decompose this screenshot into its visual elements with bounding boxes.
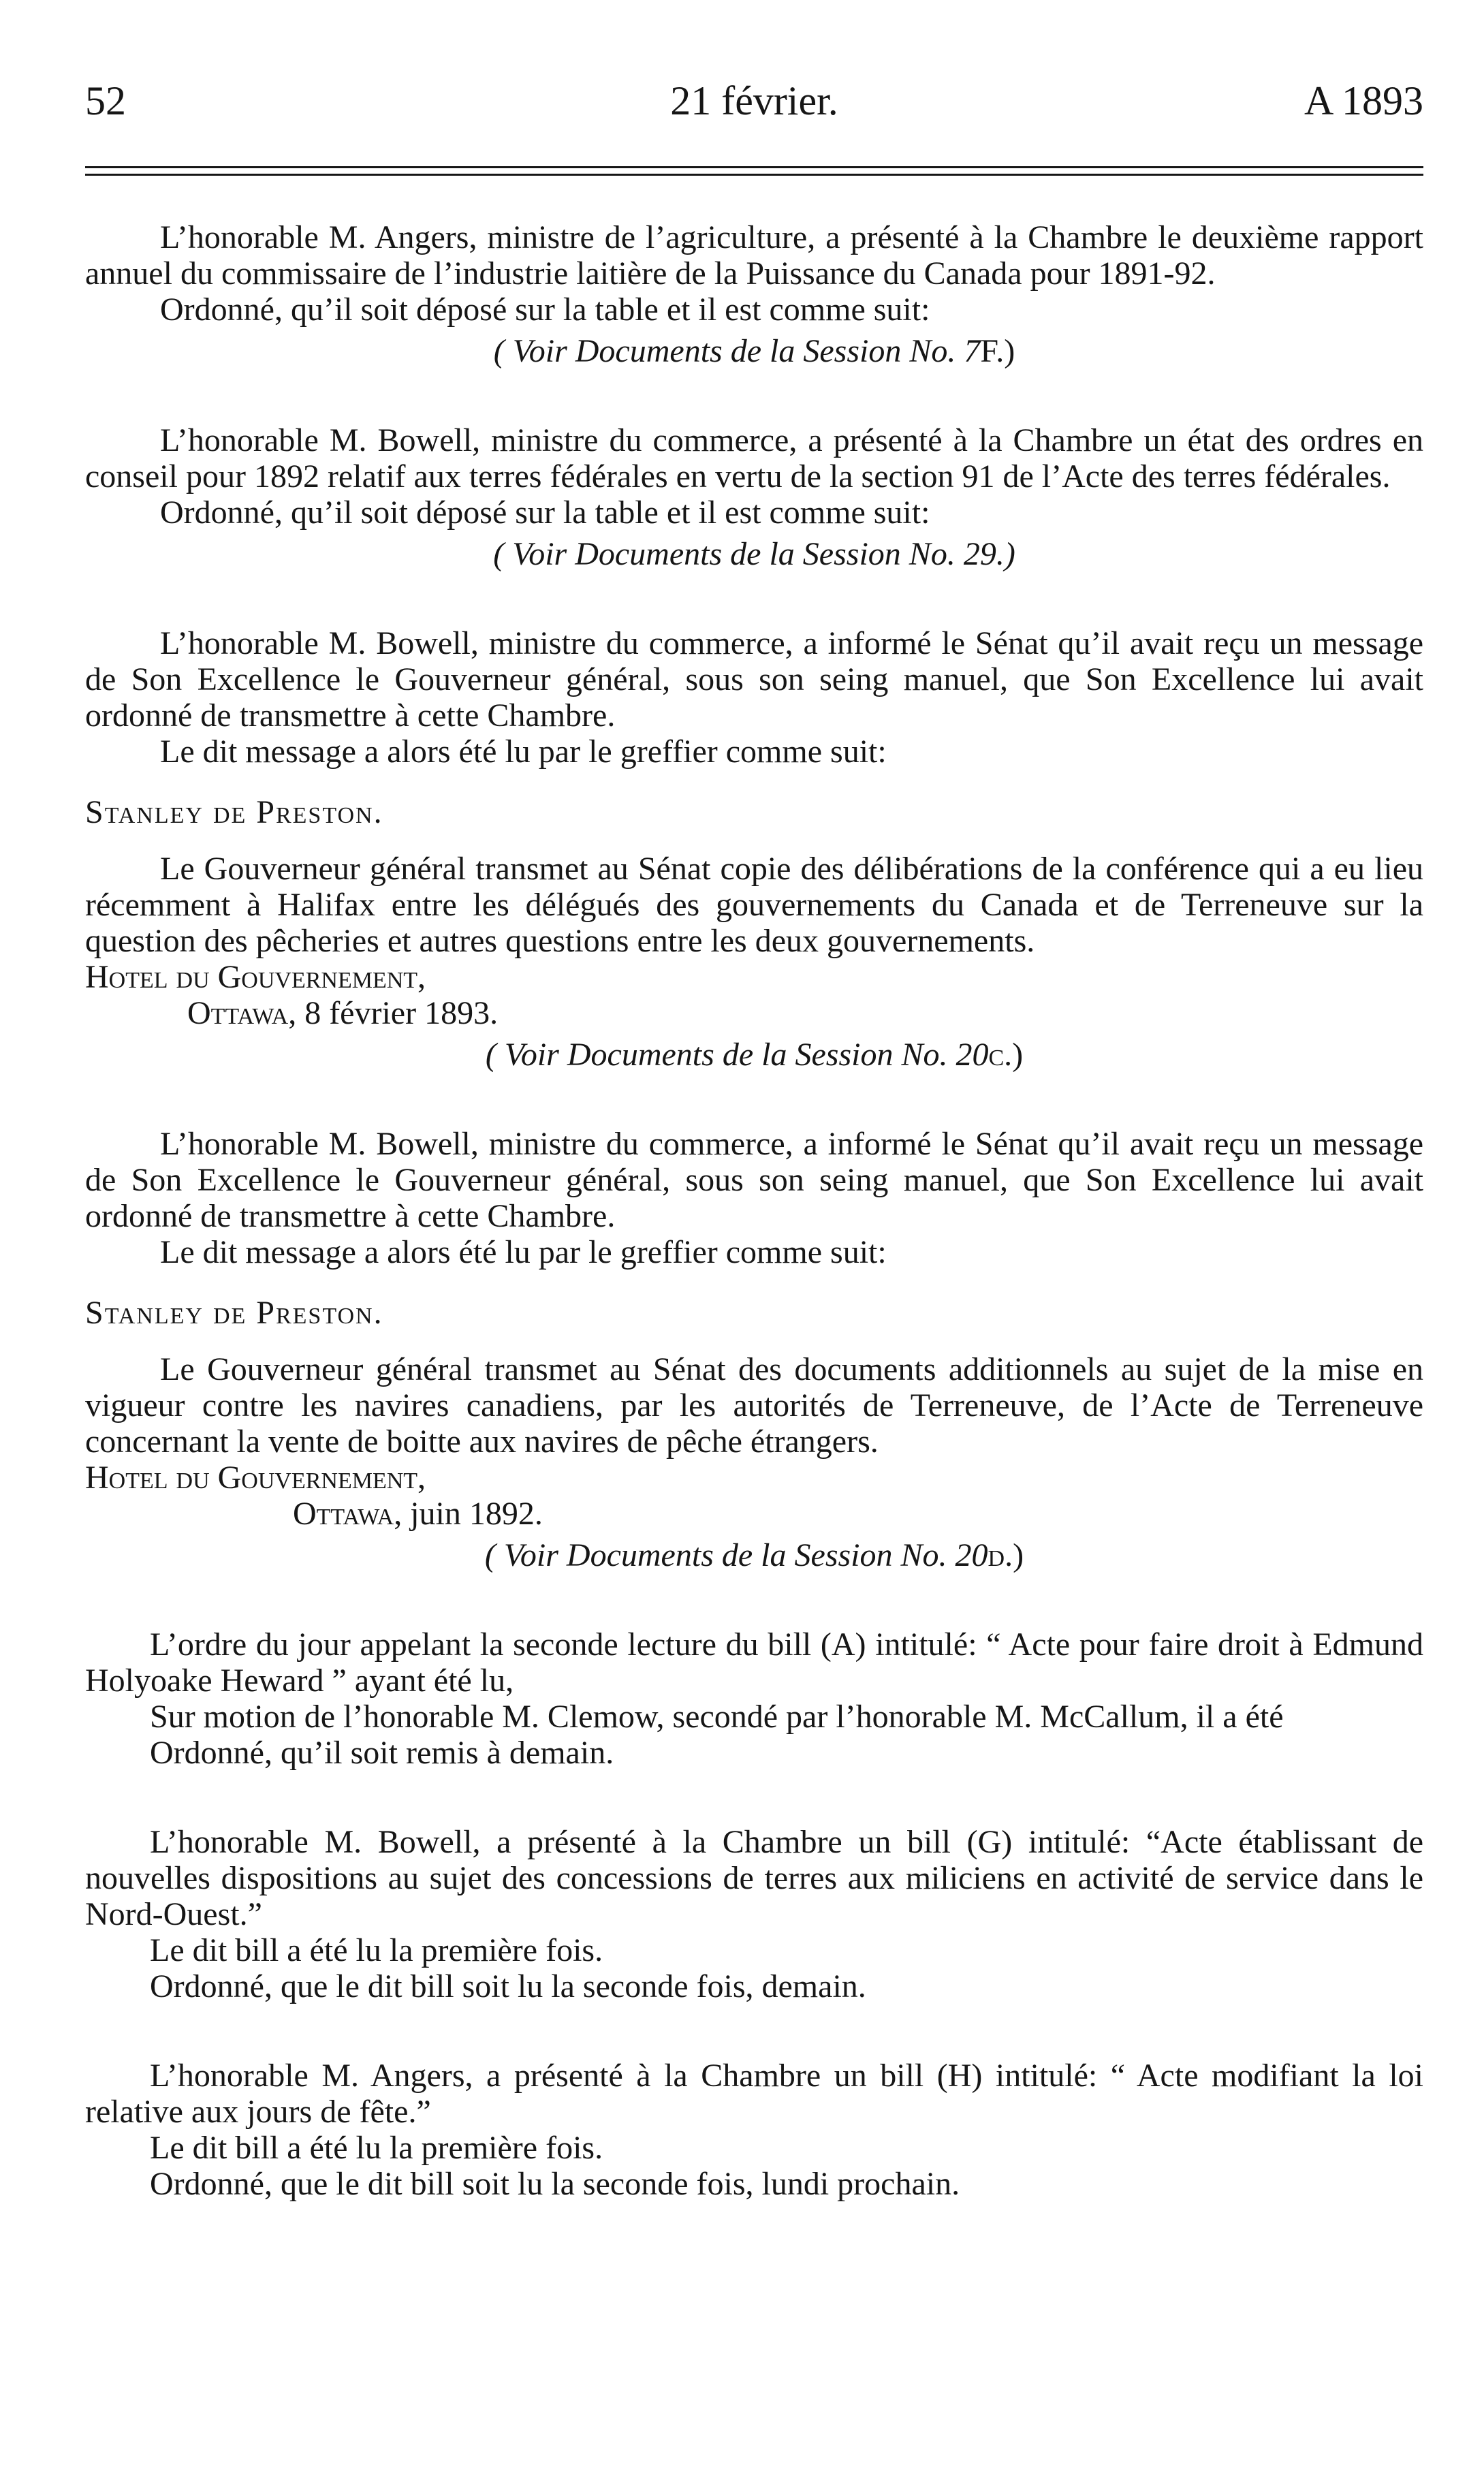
message-date-line: Ottawa, juin 1892. <box>293 1496 543 1532</box>
reading-text: Le dit bill a été lu la première fois. <box>150 2130 603 2166</box>
message-place: Hotel du Gouvernement, <box>85 1460 426 1496</box>
order-text: Ordonné, qu’il soit déposé sur la table et il est comme suit: <box>160 292 930 328</box>
order-text: Ordonné, que le dit bill soit lu la seconde fois, demain. <box>150 1968 866 2004</box>
motion-text: Sur motion de l’honorable M. Clemow, secondé par l’honorable M. McCallum, il a été <box>150 1699 1284 1735</box>
message-place: Hotel du Gouvernement, <box>85 959 426 995</box>
order-text: Ordonné, que le dit bill soit lu la seconde fois, lundi prochain. <box>150 2166 960 2202</box>
header-double-rule <box>85 166 1423 176</box>
entry-paragraph: L’honorable M. Bowell, ministre du commerce, a informé le Sénat qu’il avait reçu un message de Son Excellence le Gouverneur général, sous son seing manuel, que Son Excellence lui avait ordonné de transmettre à cette Chambre. <box>85 1126 1423 1234</box>
entry-paragraph: L’ordre du jour appelant la seconde lecture du bill (A) intitulé: “ Acte pour faire droit à Edmund Holyoake Heward ” ayant été lu, <box>85 1626 1423 1699</box>
signature: Stanley de Preston. <box>85 794 383 830</box>
session-doc-reference: ( Voir Documents de la Session No. 20d.) <box>484 1537 1024 1573</box>
entry-paragraph: L’honorable M. Bowell, a présenté à la Chambre un bill (G) intitulé: “Acte établissant de nouvelles dispositions au sujet des concessions de terres aux miliciens en activité de service dans le Nord-Ouest.” <box>85 1824 1423 1932</box>
message-read-text: Le dit message a alors été lu par le greffier comme suit: <box>160 1234 887 1270</box>
page-header <box>85 74 1423 128</box>
order-text: Ordonné, qu’il soit déposé sur la table et il est comme suit: <box>160 494 930 531</box>
entry-paragraph: L’honorable M. Bowell, ministre du commerce, a informé le Sénat qu’il avait reçu un message de Son Excellence le Gouverneur général, sous son seing manuel, que Son Excellence lui avait ordonné de transmettre à cette Chambre. <box>85 625 1423 734</box>
session-doc-reference: ( Voir Documents de la Session No. 29.) <box>493 536 1015 572</box>
signature: Stanley de Preston. <box>85 1295 383 1331</box>
document-page <box>85 0 1423 2471</box>
reading-text: Le dit bill a été lu la première fois. <box>150 1932 603 1968</box>
order-text: Ordonné, qu’il soit remis à demain. <box>150 1735 614 1771</box>
session-doc-reference: ( Voir Documents de la Session No. 20c.) <box>485 1037 1024 1073</box>
entry-paragraph: L’honorable M. Angers, ministre de l’agriculture, a présenté à la Chambre le deuxième rapport annuel du commissaire de l’industrie laitière de la Puissance du Canada pour 1891-92. <box>85 219 1423 292</box>
page-number: 52 <box>85 78 126 123</box>
entry-paragraph: L’honorable M. Angers, a présenté à la Chambre un bill (H) intitulé: “ Acte modifiant la loi relative aux jours de fête.” <box>85 2058 1423 2130</box>
session-doc-reference: ( Voir Documents de la Session No. 7F.) <box>493 333 1015 369</box>
entry-paragraph: L’honorable M. Bowell, ministre du commerce, a présenté à la Chambre un état des ordres en conseil pour 1892 relatif aux terres fédérales en vertu de la section 91 de l’Acte des terres fédérales. <box>85 422 1423 494</box>
journal-entries <box>85 219 1423 2202</box>
message-read-text: Le dit message a alors été lu par le greffier comme suit: <box>160 734 887 770</box>
message-text: Le Gouverneur général transmet au Sénat des documents additionnels au sujet de la mise en vigueur contre les navires canadiens, par les autorités de Terreneuve, de l’Acte de Terreneuve concernant la vente de boitte aux navires de pêche étrangers. <box>85 1351 1423 1460</box>
header-year: A 1893 <box>1304 78 1423 123</box>
message-date-line: Ottawa, 8 février 1893. <box>187 995 499 1031</box>
message-text: Le Gouverneur général transmet au Sénat copie des délibérations de la conférence qui a eu lieu récemment à Halifax entre les délégués des gouvernements du Canada et de Terreneuve sur la question des pêcheries et autres questions entre les deux gouvernements. <box>85 851 1423 959</box>
header-date: 21 février. <box>670 78 838 123</box>
